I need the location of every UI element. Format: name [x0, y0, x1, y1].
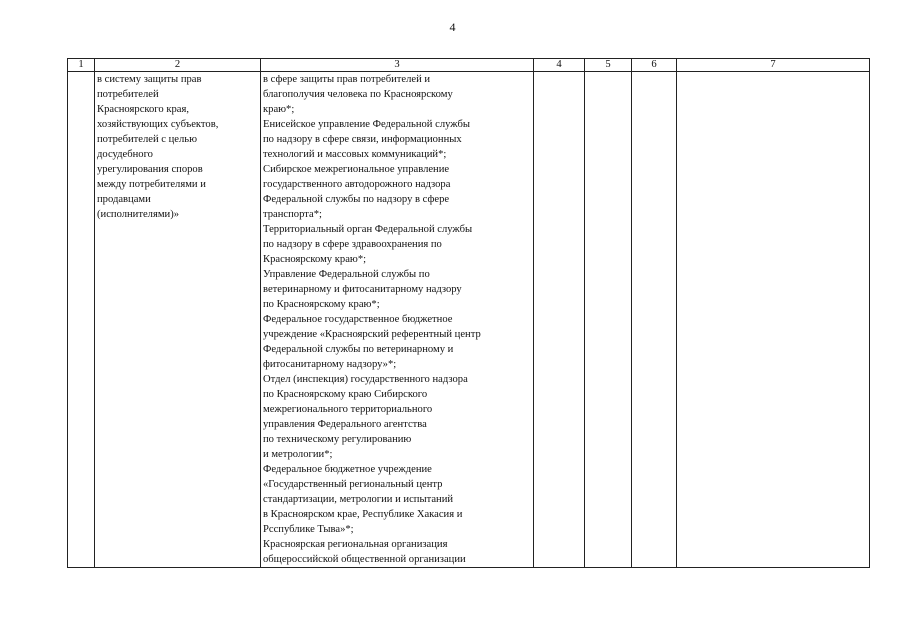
table-cell-col4 [534, 72, 585, 568]
col3-line: Федеральной службы по ветеринарному и [263, 344, 454, 355]
col2-line: в систему защиты прав [97, 74, 202, 85]
col2-line: продавцами [97, 194, 151, 205]
col3-line: и метрологии*; [263, 449, 333, 460]
col3-line: технологий и массовых коммуникаций*; [263, 149, 447, 160]
col3-line: Территориальный орган Федеральной службы [263, 224, 473, 235]
column-header-3: 3 [261, 59, 534, 72]
col2-line: досудебного [97, 149, 153, 160]
table-cell-col1 [68, 72, 95, 568]
document-table [67, 58, 870, 568]
col2-line: между потребителями и [97, 179, 206, 190]
col3-line: Отдел (инспекция) государственного надзора [263, 374, 468, 385]
table-row [68, 72, 870, 568]
col3-line: «Государственный региональный центр [263, 479, 443, 490]
col2-line: хозяйствующих субъектов, [97, 119, 219, 130]
col3-line: Федеральное бюджетное учреждение [263, 464, 432, 475]
col3-line: по надзору в сфере здравоохранения по [263, 239, 442, 250]
table-cell-col7 [677, 72, 870, 568]
col3-line: Федеральное государственное бюджетное [263, 314, 453, 325]
col3-line: Красноярскому краю*; [263, 254, 367, 265]
col3-line: Рсспублике Тыва»*; [263, 524, 354, 535]
table-cell-col6 [632, 72, 677, 568]
col3-line: в Красноярском крае, Республике Хакасия и [263, 509, 463, 520]
table-cell-col3 [261, 72, 534, 568]
col3-line: общероссийской общественной организации [263, 554, 466, 565]
table-cell-col2 [95, 72, 261, 568]
col3-line: Красноярская региональная организация [263, 539, 448, 550]
col3-line: по надзору в сфере связи, информационных [263, 134, 462, 145]
column-header-4: 4 [534, 59, 585, 72]
col3-line: Сибирское межрегиональное управление [263, 164, 450, 175]
column-header-5: 5 [585, 59, 632, 72]
column-header-1: 1 [68, 59, 95, 72]
table-header-row [68, 59, 870, 72]
col2-line: потребителей с целью [97, 134, 198, 145]
col3-line: межрегионального территориального [263, 404, 433, 415]
col3-line: стандартизации, метрологии и испытаний [263, 494, 454, 505]
column-header-2: 2 [95, 59, 261, 72]
col3-line: Федеральной службы по надзору в сфере [263, 194, 450, 205]
col3-line: Управление Федеральной службы по [263, 269, 430, 280]
col3-line: в сфере защиты прав потребителей и [263, 74, 431, 85]
col3-line: благополучия человека по Красноярскому [263, 89, 453, 100]
column-header-7: 7 [677, 59, 870, 72]
col3-line: по Красноярскому краю*; [263, 299, 380, 310]
page-number: 4 [449, 20, 456, 34]
col3-line: по техническому регулированию [263, 434, 412, 445]
col2-line: (исполнителями)» [97, 209, 180, 220]
col3-line: Енисейское управление Федеральной службы [263, 119, 470, 130]
col2-line: урегулирования споров [97, 164, 203, 175]
col3-line: транспорта*; [263, 209, 322, 220]
col2-line: потребителей [97, 89, 159, 100]
col3-line: учреждение «Красноярский референтный центр [263, 329, 481, 340]
col3-line: управления Федерального агентства [263, 419, 427, 430]
table-cell-col5 [585, 72, 632, 568]
col3-line: по Красноярскому краю Сибирского [263, 389, 428, 400]
col3-line: ветеринарному и фитосанитарному надзору [263, 284, 462, 295]
col3-line: фитосанитарному надзору»*; [263, 359, 397, 370]
column-header-6: 6 [632, 59, 677, 72]
col3-line: краю*; [263, 104, 295, 115]
col3-line: государственного автодорожного надзора [263, 179, 451, 190]
col2-line: Красноярского края, [97, 104, 190, 115]
